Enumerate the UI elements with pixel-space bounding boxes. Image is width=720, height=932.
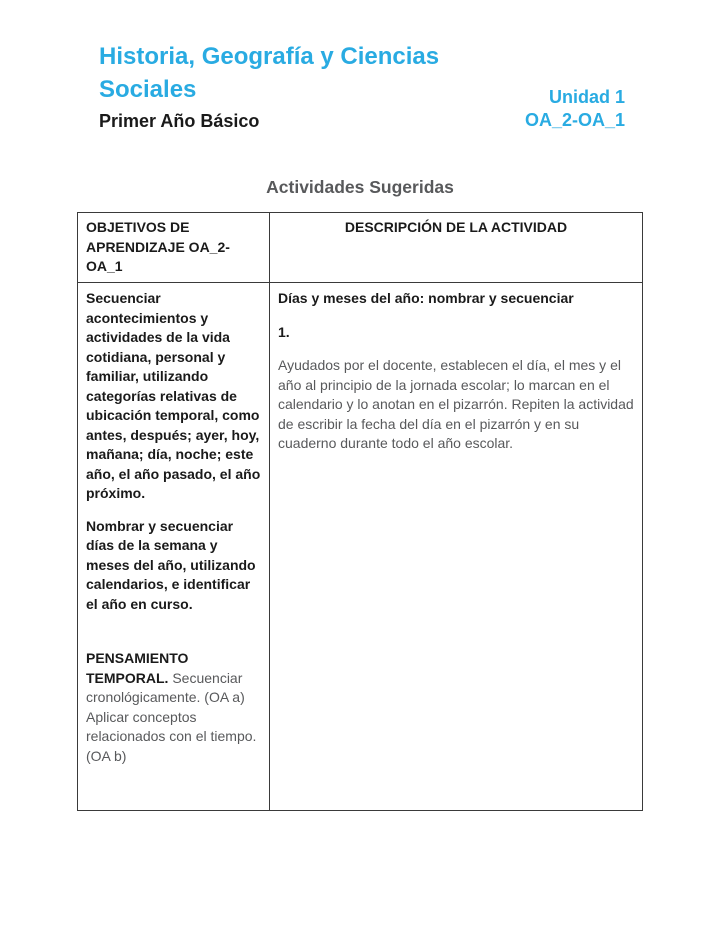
- objectives-cell: [78, 283, 270, 811]
- activity-description: Ayudados por el docente, establecen el día, el mes y el año al principio de la jornada escolar; lo marcan en el calendario y lo anotan en el pizarrón. Repiten la actividad de escribir la fecha del día en el pizarrón y en su cuaderno durante todo el año escolar.: [278, 357, 634, 451]
- activities-table: [77, 212, 643, 811]
- document-subtitle: Primer Año Básico: [99, 111, 260, 131]
- oa-code: OA_2-OA_1: [524, 110, 625, 130]
- skill-paragraph: [86, 649, 261, 766]
- objective-oa2-text: Secuenciar acontecimientos y actividades de la vida cotidiana, personal y familiar, utilizando categorías relativas de ubicación temporal, como antes, después; ayer, hoy, mañana; día, noche; este año, el año pasado, el año próximo.: [86, 290, 261, 501]
- activity-description-cell: [270, 283, 643, 811]
- table-row: [78, 283, 643, 811]
- section-title: Actividades Sugeridas: [266, 177, 454, 197]
- objective-oa1-text: Nombrar y secuenciar días de la semana y meses del año, utilizando calendarios, e identificar el año en curso.: [86, 517, 256, 612]
- document-header: [99, 40, 625, 133]
- skill-label: PENSAMIENTO TEMPORAL.: [86, 650, 189, 686]
- column-header-description: DESCRIPCIÓN DE LA ACTIVIDAD: [270, 213, 643, 283]
- activity-heading: Días y meses del año: nombrar y secuenciar: [278, 290, 574, 306]
- document-title: Historia, Geografía y Ciencias Sociales: [99, 43, 440, 103]
- unit-label: Unidad 1: [548, 87, 625, 107]
- document-header-left: [99, 40, 519, 133]
- activity-number: 1.: [278, 323, 290, 340]
- document-header-right: [525, 86, 625, 133]
- table-header-row: [78, 213, 643, 283]
- skill-text: Secuenciar cronológicamente. (OA a) Aplicar conceptos relacionados con el tiempo. (OA b): [86, 669, 257, 764]
- column-header-objectives: OBJETIVOS DE APRENDIZAJE OA_2-OA_1: [78, 213, 270, 283]
